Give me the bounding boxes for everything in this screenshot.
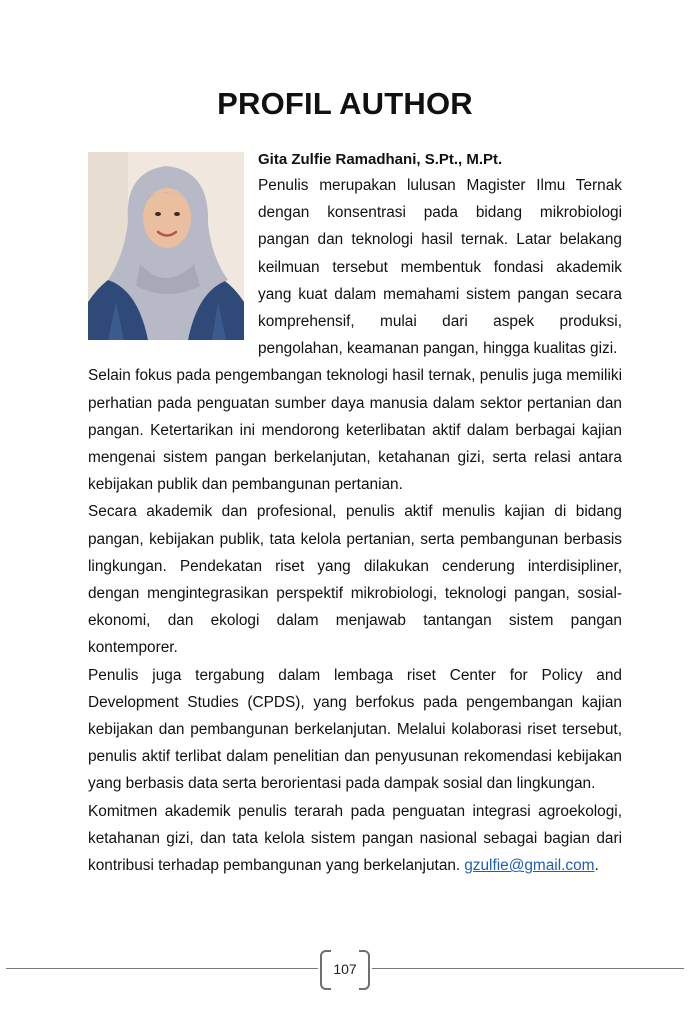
author-photo <box>88 152 244 340</box>
bio-paragraph-1: Penulis merupakan lulusan Magister Ilmu Ternak dengan konsentrasi pada bidang mikrobiologi pangan dan teknologi hasil ternak. Latar belakang keilmuan tersebut membentuk fondasi akademik yang kuat dalam memahami sistem pangan secara komprehensif, mulai dari aspek produksi, pengolahan, keamanan pangan, hingga kualitas gizi. <box>258 177 622 358</box>
email-link[interactable]: gzulfie@gmail.com <box>464 857 595 875</box>
page-number: 107 <box>333 961 357 977</box>
page-title: PROFIL AUTHOR <box>217 86 473 121</box>
footer-rule-right <box>372 968 684 969</box>
bio-paragraph-5-text: Komitmen akademik penulis terarah pada penguatan integrasi agroekologi, ketahanan gizi, dan tata kelola sistem pangan nasional sebagai bagian dari kontribusi terhadap pembangunan yang berkelanjutan. <box>88 802 622 875</box>
author-name: Gita Zulfie Ramadhani, S.Pt., M.Pt. <box>258 151 503 168</box>
author-profile <box>88 148 622 879</box>
bio-paragraph-5 <box>88 798 622 880</box>
author-photo-image <box>88 152 244 340</box>
bio-paragraph-3: Secara akademik dan profesional, penulis aktif menulis kajian di bidang pangan, kebijakan publik, tata kelola pertanian, serta pembangunan berbasis lingkungan. Pendekatan riset yang dilakukan cenderung interdisipliner, dengan mengintegrasikan perspektif mikrobiologi, teknologi pangan, sosial-ekonomi, dan ekologi dalam menjawab tantangan sistem pangan kontemporer. <box>88 503 622 657</box>
right-brace-icon <box>359 950 370 990</box>
email-suffix: . <box>594 857 599 875</box>
bio-paragraph-2: Selain fokus pada pengembangan teknologi hasil ternak, penulis juga memiliki perhatian pada penguatan sumber daya manusia dalam sektor pertanian dan pangan. Ketertarikan ini mendorong keterlibatan aktif dalam berbagai kajian mengenai sistem pangan berkelanjutan, ketahanan gizi, serta relasi antara kebijakan publik dan pembangunan pertanian. <box>88 367 622 494</box>
page-number-badge <box>318 950 372 988</box>
bio-paragraph-4: Penulis juga tergabung dalam lembaga riset Center for Policy and Development Studies (CPDS), yang berfokus pada pengembangan kajian kebijakan dan pembangunan berkelanjutan. Melalui kolaborasi riset tersebut, penulis aktif terlibat dalam penelitian dan penyusunan rekomendasi kebijakan yang berbasis data serta berorientasi pada dampak sosial dan lingkungan. <box>88 666 622 793</box>
page-footer <box>0 946 690 992</box>
footer-rule-left <box>6 968 318 969</box>
left-brace-icon <box>320 950 331 990</box>
